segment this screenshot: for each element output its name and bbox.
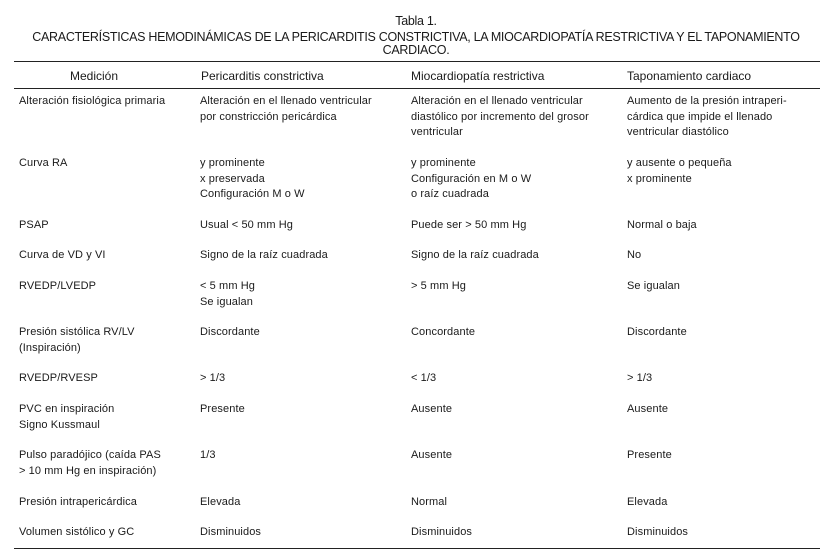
row-label: Curva de VD y VI: [19, 249, 106, 261]
row-cell: Discordante: [627, 326, 687, 338]
row-cell: Alteración en el llenado ventricular por constricción pericárdica: [200, 95, 372, 123]
row-cell: Normal: [411, 496, 448, 508]
row-cell: Discordante: [200, 326, 260, 338]
row-cell: Se igualan: [627, 280, 680, 292]
row-label: RVEDP/RVESP: [19, 372, 98, 384]
header-miocardiopatia: Miocardiopatía restrictiva: [411, 69, 545, 83]
row-cell: Normal o baja: [627, 219, 697, 231]
row-cell: < 5 mm Hg Se igualan: [200, 280, 255, 308]
row-cell: Signo de la raíz cuadrada: [200, 249, 328, 261]
row-label: Alteración fisiológica primaria: [19, 95, 166, 107]
row-cell: 1/3: [200, 449, 216, 461]
row-cell: Signo de la raíz cuadrada: [411, 249, 539, 261]
bottom-rule: [14, 548, 820, 549]
header-medicion: Medición: [70, 69, 119, 83]
row-cell: Usual < 50 mm Hg: [200, 219, 293, 231]
row-cell: > 1/3: [627, 372, 653, 384]
row-label: PSAP: [19, 219, 49, 231]
row-cell: Elevada: [627, 496, 668, 508]
row-cell: Ausente: [627, 403, 669, 415]
row-cell: Presente: [627, 449, 672, 461]
header-taponamiento: Taponamiento cardiaco: [627, 69, 752, 83]
row-label: Presión sistólica RV/LV (Inspiración): [19, 326, 135, 354]
row-cell: Alteración en el llenado ventricular diastólico por incremento del grosor ventricular: [411, 95, 589, 138]
row-cell: y ausente o pequeña x prominente: [627, 157, 732, 185]
table-title-line2: CARDIACO.: [382, 43, 450, 57]
row-cell: Elevada: [200, 496, 241, 508]
row-label: PVC en inspiración Signo Kussmaul: [19, 403, 115, 431]
row-cell: y prominente x preservada Configuración M o W: [200, 157, 305, 200]
row-cell: Puede ser > 50 mm Hg: [411, 219, 527, 231]
row-cell: > 5 mm Hg: [411, 280, 466, 292]
row-cell: > 1/3: [200, 372, 226, 384]
table-title-line1: CARACTERÍSTICAS HEMODINÁMICAS DE LA PERICARDITIS CONSTRICTIVA, LA MIOCARDIOPATÍA RESTRICTIVA Y EL TAPONAMIENTO: [32, 30, 800, 44]
header-rule: [14, 88, 820, 89]
row-cell: Presente: [200, 403, 245, 415]
row-cell: Ausente: [411, 449, 453, 461]
row-label: Curva RA: [19, 157, 68, 169]
header-pericarditis: Pericarditis constrictiva: [201, 69, 324, 83]
row-cell: No: [627, 249, 642, 261]
top-rule: [14, 61, 820, 62]
row-label: Presión intrapericárdica: [19, 496, 137, 508]
row-label: Pulso paradójico (caída PAS > 10 mm Hg en inspiración): [19, 449, 161, 477]
row-label: Volumen sistólico y GC: [19, 526, 135, 538]
row-cell: Aumento de la presión intraperi- cárdica que impide el llenado ventricular diastólico: [627, 95, 787, 138]
row-cell: Disminuidos: [627, 526, 689, 538]
row-cell: Disminuidos: [200, 526, 262, 538]
row-label: RVEDP/LVEDP: [19, 280, 97, 292]
table-caption: Tabla 1.: [395, 14, 437, 28]
row-cell: Ausente: [411, 403, 453, 415]
row-cell: y prominente Configuración en M o W o raíz cuadrada: [411, 157, 532, 200]
row-cell: Concordante: [411, 326, 476, 338]
row-cell: Disminuidos: [411, 526, 473, 538]
row-cell: < 1/3: [411, 372, 437, 384]
